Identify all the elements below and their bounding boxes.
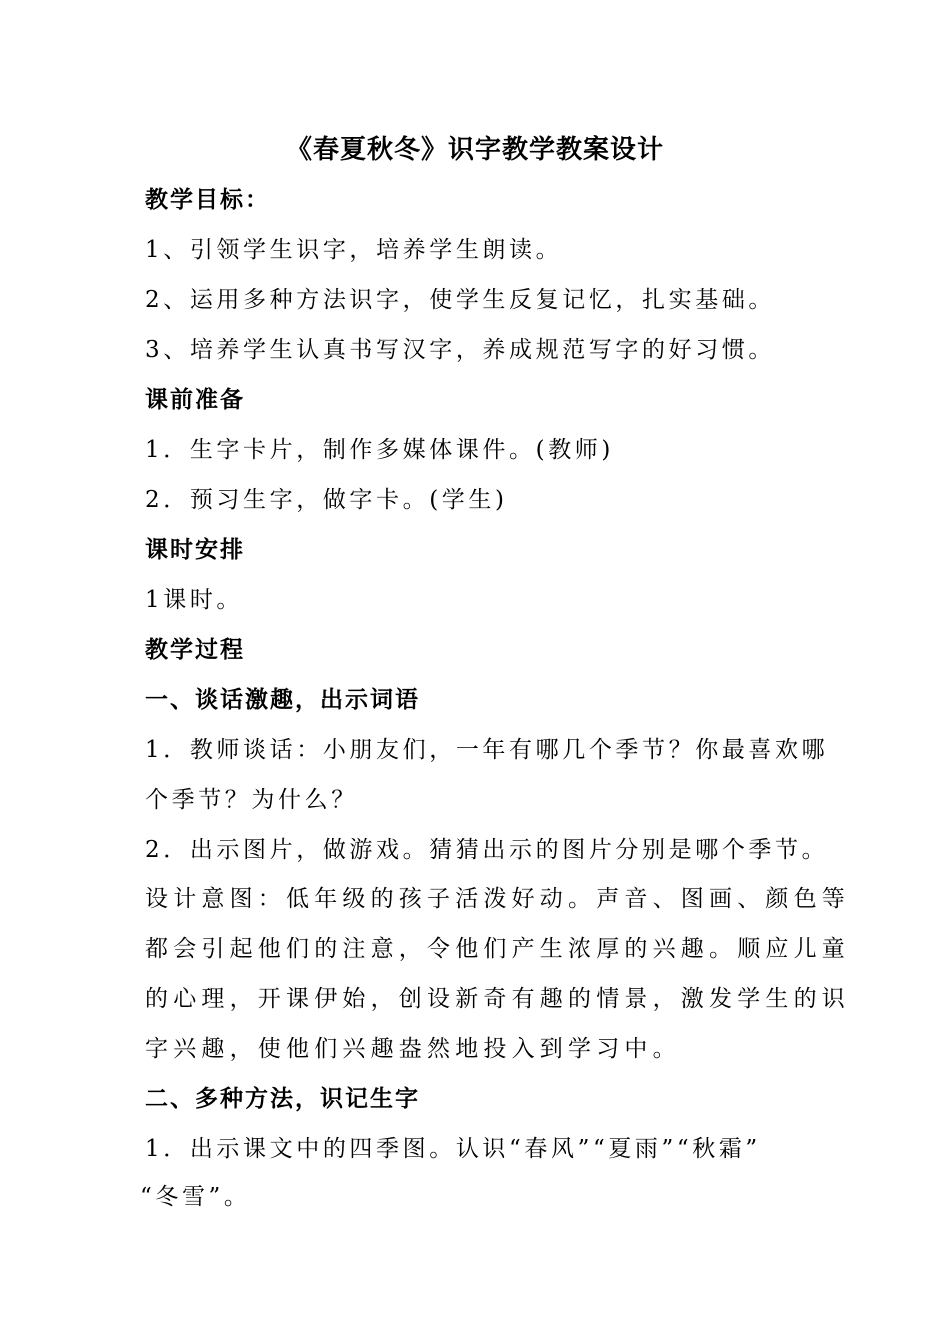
paragraph-line: 设计意图：低年级的孩子活泼好动。声音、图画、颜色等 bbox=[145, 886, 850, 912]
preparation-item-2: 2．预习生字，做字卡。(学生) bbox=[145, 487, 508, 513]
heading-section-one: 一、谈话激趣，出示词语 bbox=[145, 687, 420, 713]
heading-section-two: 二、多种方法，识记生字 bbox=[145, 1086, 420, 1112]
goal-item-1: 1、引领学生识字，培养学生朗读。 bbox=[145, 237, 563, 263]
heading-teaching-goals: 教学目标： bbox=[145, 187, 270, 213]
paragraph-line: 2．出示图片，做游戏。猜猜出示的图片分别是哪个季节。 bbox=[145, 837, 829, 863]
paragraph-line: 字兴趣，使他们兴趣盎然地投入到学习中。 bbox=[145, 1036, 681, 1062]
preparation-item-1: 1．生字卡片，制作多媒体课件。(教师) bbox=[145, 437, 614, 463]
heading-preparation: 课前准备 bbox=[145, 387, 245, 413]
paragraph-line: 个季节？为什么？ bbox=[145, 787, 358, 813]
paragraph-line: 的心理，开课伊始，创设新奇有趣的情景，激发学生的识 bbox=[145, 986, 850, 1012]
paragraph-line: “冬雪”。 bbox=[140, 1184, 251, 1210]
paragraph-line: 1．教师谈话：小朋友们，一年有哪几个季节？你最喜欢哪 bbox=[145, 737, 829, 763]
paragraph-line: 都会引起他们的注意，令他们产生浓厚的兴趣。顺应儿童 bbox=[145, 936, 850, 962]
goal-item-2: 2、运用多种方法识字，使学生反复记忆，扎实基础。 bbox=[145, 287, 776, 313]
schedule-text: 1课时。 bbox=[145, 587, 244, 613]
heading-schedule: 课时安排 bbox=[145, 537, 245, 563]
paragraph-line: 1．出示课文中的四季图。认识“春风”“夏雨”“秋霜” bbox=[145, 1136, 761, 1162]
goal-item-3: 3、培养学生认真书写汉字，养成规范写字的好习惯。 bbox=[145, 337, 776, 363]
heading-process: 教学过程 bbox=[145, 637, 245, 663]
document-title: 《春夏秋冬》识字教学教案设计 bbox=[285, 135, 664, 165]
